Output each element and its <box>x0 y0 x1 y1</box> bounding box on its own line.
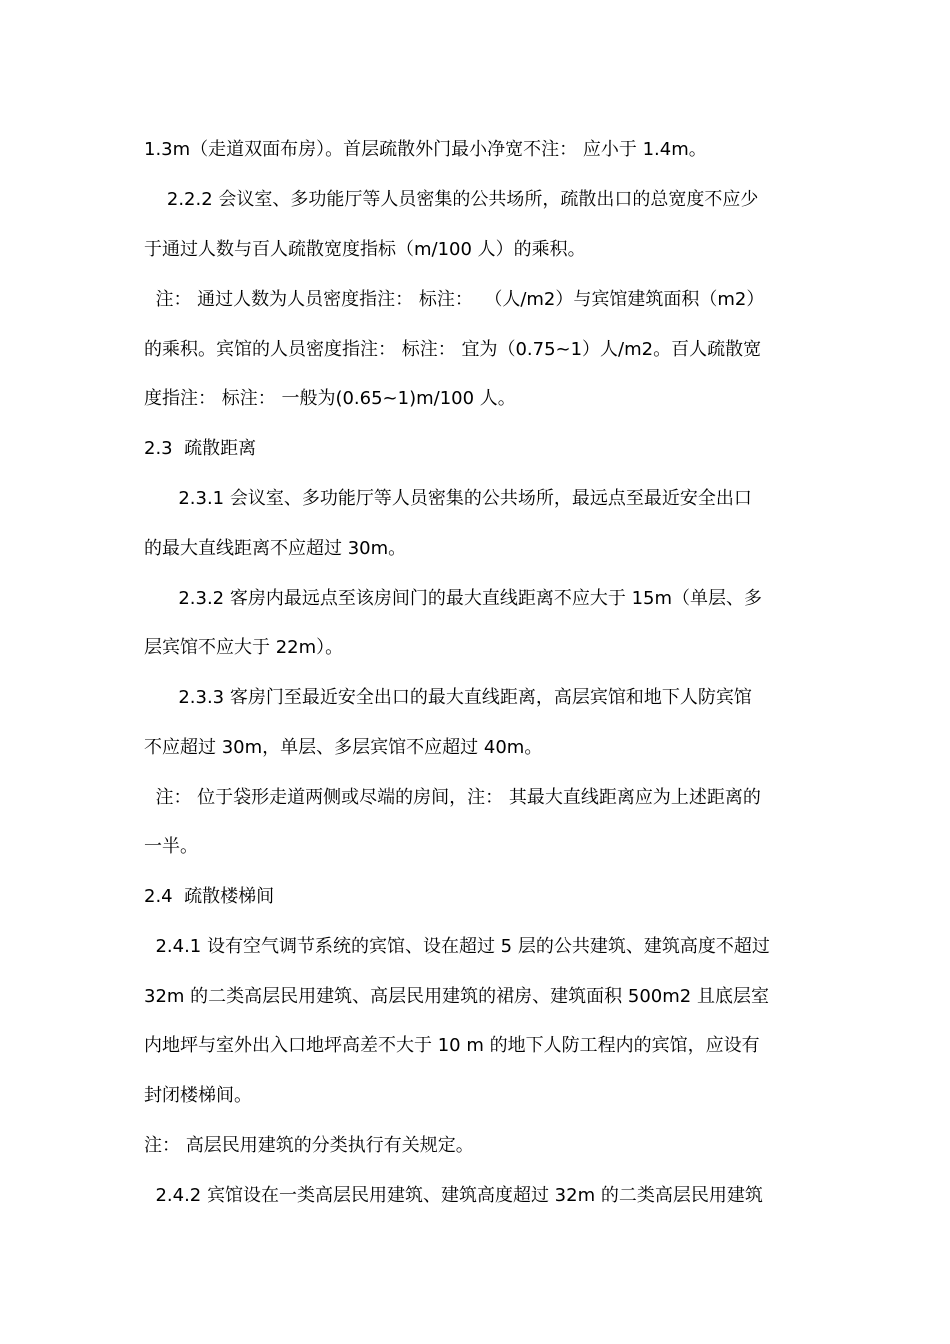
text-line: 2.4.2 宾馆设在一类高层民用建筑、建筑高度超过 32m 的二类高层民用建筑 <box>144 1185 763 1206</box>
text-line: 层宾馆不应大于 22m）。 <box>144 637 344 658</box>
text-line: 2.4.1 设有空气调节系统的宾馆、设在超过 5 层的公共建筑、建筑高度不超过 <box>144 936 770 957</box>
text-line: 注： 通过人数为人员密度指注： 标注： （人/m2）与宾馆建筑面积（m2） <box>144 289 765 310</box>
text-line: 2.3.2 客房内最远点至该房间门的最大直线距离不应大于 15m（单层、多 <box>144 588 763 609</box>
text-line: 2.3.1 会议室、多功能厅等人员密集的公共场所，最远点至最近安全出口 <box>144 488 752 509</box>
text-line: 一半。 <box>144 836 198 857</box>
section-heading: 2.4 疏散楼梯间 <box>144 886 275 907</box>
text-line: 注： 位于袋形走道两侧或尽端的房间，注： 其最大直线距离应为上述距离的 <box>144 787 761 808</box>
text-line: 内地坪与室外出入口地坪高差不大于 10 m 的地下人防工程内的宾馆，应设有 <box>144 1035 760 1056</box>
text-line: 2.2.2 会议室、多功能厅等人员密集的公共场所，疏散出口的总宽度不应少 <box>144 189 759 210</box>
text-line: 封闭楼梯间。 <box>144 1085 252 1106</box>
text-line: 的乘积。宾馆的人员密度指注： 标注： 宜为（0.75~1）人/m2。百人疏散宽 <box>144 339 762 360</box>
text-line: 不应超过 30m，单层、多层宾馆不应超过 40m。 <box>144 737 543 758</box>
text-line: 于通过人数与百人疏散宽度指标（m/100 人）的乘积。 <box>144 239 586 260</box>
text-line: 注： 高层民用建筑的分类执行有关规定。 <box>144 1135 474 1156</box>
text-line: 度指注： 标注： 一般为(0.65~1)m/100 人。 <box>144 388 516 409</box>
text-line: 2.3.3 客房门至最近安全出口的最大直线距离，高层宾馆和地下人防宾馆 <box>144 687 752 708</box>
text-line: 的最大直线距离不应超过 30m。 <box>144 538 407 559</box>
section-heading: 2.3 疏散距离 <box>144 438 257 459</box>
text-line: 1.3m（走道双面布房）。首层疏散外门最小净宽不注： 应小于 1.4m。 <box>144 139 707 160</box>
text-line: 32m 的二类高层民用建筑、高层民用建筑的裙房、建筑面积 500m2 且底层室 <box>144 986 769 1007</box>
